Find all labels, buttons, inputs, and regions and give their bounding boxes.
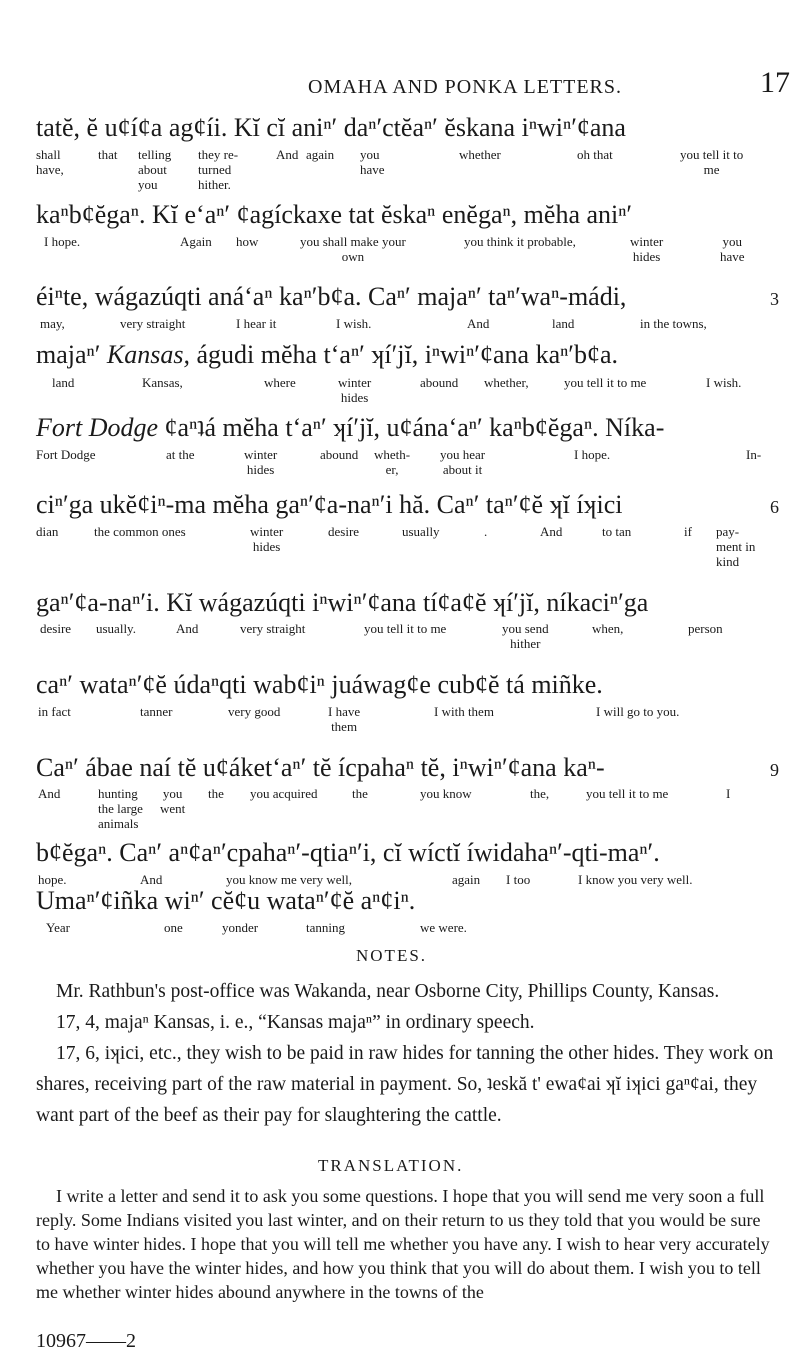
gloss-and: And [276,147,299,162]
gloss: I wish. [336,316,372,331]
gloss: And [540,524,563,539]
gloss: you know me very well, [226,872,353,887]
gloss: In- [746,447,762,462]
gloss: very straight [240,621,306,636]
gloss: desire [40,621,72,636]
translation-body [36,1184,776,1304]
gloss: person [688,621,723,636]
gloss: I wish. [706,375,742,390]
gloss: land [52,375,75,390]
gloss: you send hither [502,621,549,651]
note-paragraph: 17, 6, iʞici, etc., they wish to be paid in raw hides for tanning the other hides. They work on shares, receiving part of the raw material in payment. So, ʇeskă t' ewa¢ai ʞĭ iʞici gaⁿ¢ai, they want part of the beef as their pay for slaughtering the cattle. [36,1043,774,1126]
notes-heading: NOTES. [356,946,428,965]
gloss: may, [40,316,65,331]
line-number: 9 [770,760,779,780]
gloss: the common ones [94,524,186,539]
gloss: I [726,786,731,801]
native-line [36,753,605,783]
native-line [36,886,415,916]
gloss: in the towns, [640,316,707,331]
native-text: Fort Dodge ¢aⁿʇá mĕha t‘aⁿ′ ʞí′jĭ, u¢ána‘aⁿ′ kaⁿb¢ĕgaⁿ. Níka- [36,413,665,442]
note-paragraph: Mr. Rathbun's post-office was Wakanda, near Osborne City, Phillips County, Kansas. [56,981,720,1002]
gloss: I too [506,872,531,887]
native-text: ciⁿ′ga ukĕ¢iⁿ-ma mĕha gaⁿ′¢a-naⁿ′i hă. Caⁿ′ taⁿ′¢ĕ ʞĭ íʞici [36,490,623,519]
gloss-tell-it: you tell it to me [680,147,744,177]
gloss: again [452,872,481,887]
page-number: 17 [760,66,790,99]
gloss: in fact [38,704,71,719]
native-text: caⁿ′ wataⁿ′¢ĕ údaⁿqti wab¢iⁿ juáwag¢e cub¢ĕ tá miñke. [36,670,603,699]
native-line [36,588,648,618]
gloss: I hear it [236,316,277,331]
native-line [36,490,623,520]
gloss: And [38,786,61,801]
native-line [36,340,618,370]
native-text: kaⁿb¢ĕgaⁿ. Kĭ e‘aⁿ′ ¢agíckaxe tat ĕskaⁿ enĕgaⁿ, mĕha aniⁿ′ [36,200,633,229]
line-number: 3 [770,289,779,309]
gloss: I know you very well. [578,872,693,887]
gloss-shall: shall have, [36,147,64,177]
gloss: how [236,234,259,249]
gloss: the, [530,786,550,801]
gloss: when, [592,621,624,636]
native-text: tatĕ, ĕ u¢í¢a ag¢íi. Kĭ cĭ aniⁿ′ daⁿ′ctĕaⁿ′ ĕskana iⁿwiⁿ′¢ana [36,113,626,142]
native-text: Caⁿ′ ábae naí tĕ u¢áket‘aⁿ′ tĕ ícpahaⁿ tĕ, iⁿwiⁿ′¢ana kaⁿ- [36,753,605,782]
gloss-that: that [98,147,118,162]
gloss: I hope. [44,234,81,249]
gloss: And [467,316,490,331]
italic-term: Kansas, [106,340,190,369]
gloss: you hear about it [440,447,486,477]
native-text: b¢ĕgaⁿ. Caⁿ′ aⁿ¢aⁿ′cpahaⁿ′-qtiaⁿ′i, cĭ wíctĭ íwidahaⁿ′-qti-maⁿ′. [36,838,660,867]
gloss: winter hides [630,234,664,264]
gloss: I hope. [574,447,611,462]
gloss: hope. [38,872,67,887]
gloss-whether: whether [459,147,501,162]
gloss: you have [720,234,745,264]
gloss: tanning [306,920,345,935]
gloss: if [684,524,692,539]
gloss: land [552,316,575,331]
italic-term: Fort Dodge [36,413,159,442]
gloss: And [176,621,199,636]
gloss: Kansas, [142,375,183,390]
line-number: 6 [770,497,779,517]
gloss: you think it probable, [464,234,576,249]
gloss: very good [228,704,281,719]
gloss-you-have: you have [360,147,385,177]
gloss-again: again [306,147,335,162]
signature-mark: 10967——2 [36,1330,136,1352]
native-line [36,282,626,312]
gloss: Year [46,920,70,935]
gloss: abound [420,375,459,390]
running-header: OMAHA AND PONKA LETTERS. [308,76,623,98]
gloss: wheth- er, [374,447,411,477]
gloss: you tell it to me [564,375,647,390]
native-line [36,838,660,868]
gloss: you know [420,786,472,801]
native-text: éiⁿte, wágazúqti aná‘aⁿ kaⁿ′b¢a. Caⁿ′ majaⁿ′ taⁿ′waⁿ-mádi, [36,282,627,311]
translation-heading: TRANSLATION. [318,1156,464,1175]
gloss-returned: they re- turned hither. [198,147,239,192]
gloss: the [352,786,368,801]
gloss: the [208,786,224,801]
gloss: yonder [222,920,259,935]
gloss: you went [160,786,186,816]
gloss: And [140,872,163,887]
gloss: Fort Dodge [36,447,96,462]
gloss: where [264,375,296,390]
gloss: usually [402,524,440,539]
gloss: abound [320,447,359,462]
gloss: we were. [420,920,467,935]
gloss: one [164,920,183,935]
gloss: you tell it to me [364,621,447,636]
note-paragraph: 17, 4, majaⁿ Kansas, i. e., “Kansas majaⁿ” in ordinary speech. [56,1012,535,1033]
gloss: Again [180,234,212,249]
gloss: dian [36,524,59,539]
gloss: hunting the large animals [98,786,143,831]
native-line [36,200,632,230]
native-text: gaⁿ′¢a-naⁿ′i. Kĭ wágazúqti iⁿwiⁿ′¢ana tí¢a¢ĕ ʞí′jĭ, níkaciⁿ′ga [36,588,649,617]
gloss: tanner [140,704,173,719]
gloss: desire [328,524,360,539]
notes-body [36,976,776,1131]
gloss: I have them [328,704,361,734]
gloss: winter hides [250,524,284,554]
translation-paragraph: I write a letter and send it to ask you some questions. I hope that you will send me very soon a full reply. Some Indians visited you last winter, and on their return to us they told that you would be sure to have winter hides. I hope that you will tell me whether you have any. I wish to hear very accurately whether you have the winter hides, and how you think that you will do about them. I wish you to tell me whether winter hides abound anywhere in the towns of the [36,1186,770,1302]
gloss: you acquired [250,786,318,801]
native-line [36,413,664,443]
gloss: I with them [434,704,494,719]
gloss: I will go to you. [596,704,680,719]
gloss: winter hides [338,375,372,405]
gloss-telling: telling about you [138,147,172,192]
gloss: you shall make your own [300,234,406,264]
gloss-oh-that: oh that [577,147,613,162]
gloss: to tan [602,524,632,539]
native-text: Umaⁿ′¢iñka wiⁿ′ cĕ¢u wataⁿ′¢ĕ aⁿ¢iⁿ. [36,886,416,915]
gloss: . [484,524,488,539]
native-text: majaⁿ′ Kansas, águdi mĕha t‘aⁿ′ ʞí′jĭ, iⁿwiⁿ′¢ana kaⁿ′b¢a. [36,340,619,369]
gloss: you tell it to me [586,786,669,801]
gloss: whether, [484,375,529,390]
gloss: pay- ment in kind [716,524,756,569]
gloss: usually. [96,621,136,636]
native-line [36,670,603,700]
gloss: winter hides [244,447,278,477]
gloss: at the [166,447,195,462]
gloss: very straight [120,316,186,331]
native-line [36,113,626,143]
